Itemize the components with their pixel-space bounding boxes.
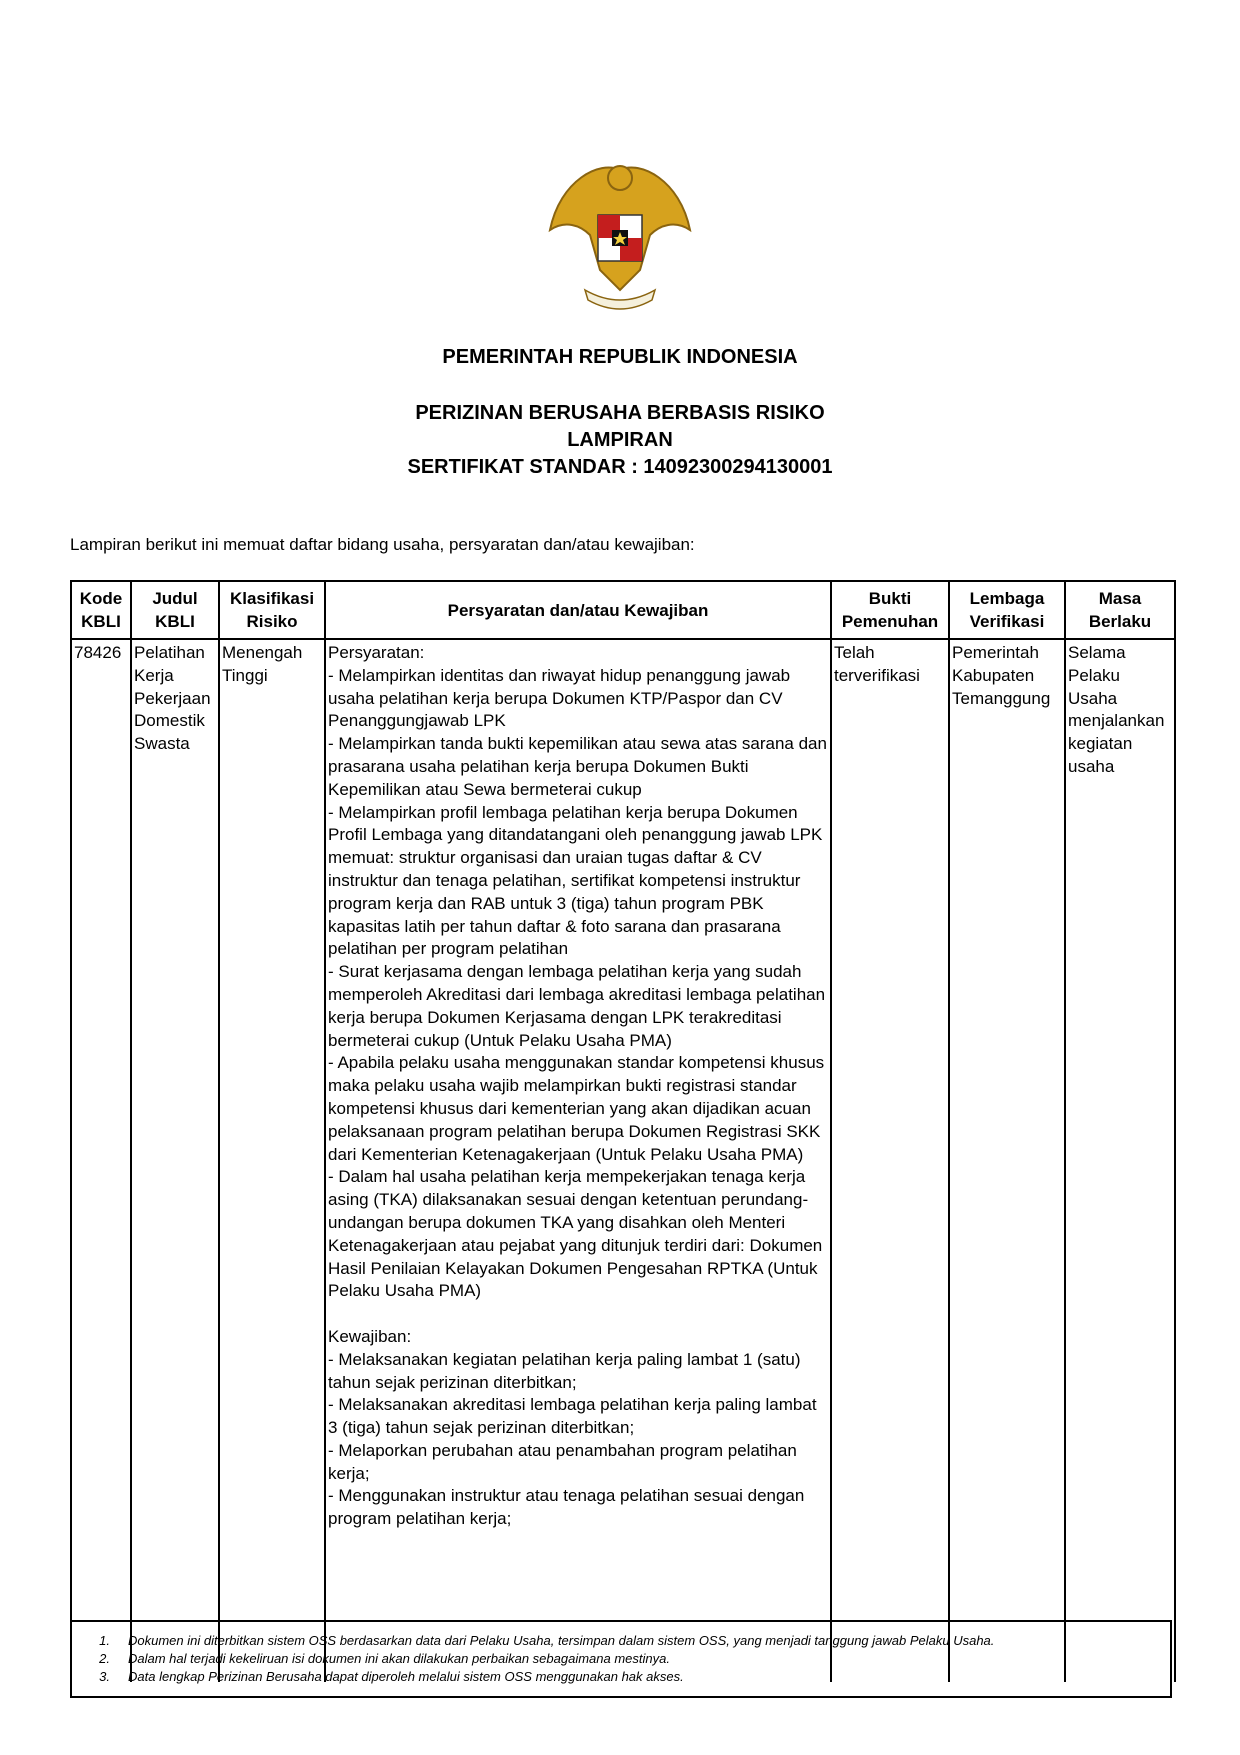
- cell-kode-kbli: 78426: [71, 639, 131, 1682]
- kewajiban-item: - Melaporkan perubahan atau penambahan program pelatihan kerja;: [328, 1440, 797, 1483]
- note-item: 1. Dokumen ini diterbitkan sistem OSS berdasarkan data dari Pelaku Usaha, tersimpan dalam sistem OSS, yang menjadi tanggung jawab Pelaku Usaha.: [99, 1633, 995, 1648]
- kewajiban-item: - Melaksanakan kegiatan pelatihan kerja paling lambat 1 (satu) tahun sejak perizinan diterbitkan;: [328, 1349, 801, 1392]
- cell-masa-berlaku: Selama Pelaku Usaha menjalankan kegiatan usaha: [1065, 639, 1175, 1682]
- kewajiban-label: Kewajiban:: [328, 1326, 412, 1346]
- table-row: [71, 639, 1175, 1682]
- kewajiban-item: - Menggunakan instruktur atau tenaga pelatihan sesuai dengan program pelatihan kerja;: [328, 1486, 805, 1529]
- table-header-row: [71, 581, 1175, 639]
- section-gap: [328, 1303, 828, 1326]
- government-title: PEMERINTAH REPUBLIK INDONESIA: [442, 346, 798, 368]
- intro-text: Lampiran berikut ini memuat daftar bidang usaha, persyaratan dan/atau kewajiban:: [70, 535, 695, 554]
- garuda-pancasila-emblem: [540, 150, 700, 320]
- header-masa-berlaku: Masa Berlaku: [1065, 581, 1175, 639]
- persyaratan-item: - Apabila pelaku usaha menggunakan standar kompetensi khusus maka pelaku usaha wajib melampirkan bukti registrasi standar kompetensi khusus dari kementerian yang akan dijadikan acuan pelaksanaan program pelatihan berupa Dokumen Registrasi SKK dari Kementerian Ketenagakerjaan (Untuk Pelaku Usaha PMA): [328, 1053, 825, 1164]
- cell-lembaga-verifikasi: Pemerintah Kabupaten Temanggung: [949, 639, 1065, 1682]
- persyaratan-item: - Melampirkan tanda bukti kepemilikan atau sewa atas sarana dan prasarana usaha pelatihan kerja berupa Dokumen Bukti Kepemilikan atau Sewa bermeterai cukup: [328, 734, 827, 799]
- persyaratan-item: - Melampirkan profil lembaga pelatihan kerja berupa Dokumen Profil Lembaga yang ditandatangani oleh penanggung jawab LPK memuat: struktur organisasi dan uraian tugas daftar & CV instruktur dan tenaga pelatihan, sertifikat kompetensi instruktur program kerja dan RAB untuk 3 (tiga) tahun program PBK kapasitas latih per tahun daftar & foto sarana dan prasarana pelatihan per program pelatihan: [328, 802, 823, 959]
- header-judul-kbli: Judul KBLI: [131, 581, 219, 639]
- business-field-table: [70, 580, 1176, 1682]
- header-lembaga-verifikasi: Lembaga Verifikasi: [949, 581, 1065, 639]
- kewajiban-item: - Melaksanakan akreditasi lembaga pelatihan kerja paling lambat 3 (tiga) tahun sejak perizinan diterbitkan;: [328, 1395, 817, 1438]
- cell-bukti-pemenuhan: Telah terverifikasi: [831, 639, 949, 1682]
- header-kode-kbli: Kode KBLI: [71, 581, 131, 639]
- permit-title: PERIZINAN BERUSAHA BERBASIS RISIKO: [415, 402, 825, 424]
- cell-persyaratan: [325, 639, 831, 1682]
- document-titles: [0, 400, 1240, 481]
- persyaratan-item: - Melampirkan identitas dan riwayat hidup penanggung jawab usaha pelatihan kerja berupa Dokumen KTP/Paspor dan CV Penanggungjawab LPK: [328, 665, 791, 731]
- header-klasifikasi-risiko: Klasifikasi Risiko: [219, 581, 325, 639]
- note-item: 3. Data lengkap Perizinan Berusaha dapat diperoleh melalui sistem OSS menggunakan hak akses.: [99, 1669, 684, 1684]
- cell-judul-kbli: Pelatihan Kerja Pekerjaan Domestik Swasta: [131, 639, 219, 1682]
- attachment-title: LAMPIRAN: [567, 429, 673, 451]
- garuda-emblem-icon: [540, 150, 700, 320]
- cell-klasifikasi-risiko: Menengah Tinggi: [219, 639, 325, 1682]
- footer-notes: [70, 1620, 1172, 1698]
- certificate-number: SERTIFIKAT STANDAR : 14092300294130001: [407, 456, 833, 478]
- header-persyaratan: Persyaratan dan/atau Kewajiban: [325, 581, 831, 639]
- persyaratan-label: Persyaratan:: [328, 643, 425, 662]
- persyaratan-item: - Surat kerjasama dengan lembaga pelatihan kerja yang sudah memperoleh Akreditasi dari lembaga akreditasi lembaga pelatihan kerja berupa Dokumen Kerjasama dengan LPK terakreditasi bermeterai cukup (Untuk Pelaku Usaha PMA): [328, 962, 826, 1050]
- header-bukti-pemenuhan: Bukti Pemenuhan: [831, 581, 949, 639]
- persyaratan-item: - Dalam hal usaha pelatihan kerja mempekerjakan tenaga kerja asing (TKA) dilaksanakan sesuai dengan ketentuan perundang-undangan berupa dokumen TKA yang disahkan oleh Menteri Ketenagakerjaan atau pejabat yang ditunjuk terdiri dari: Dokumen Hasil Penilaian Kelayakan Dokumen Pengesahan RPTKA (Untuk Pelaku Usaha PMA): [328, 1167, 823, 1301]
- note-item: 2. Dalam hal terjadi kekeliruan isi dokumen ini akan dilakukan perbaikan sebagaimana mestinya.: [99, 1651, 670, 1666]
